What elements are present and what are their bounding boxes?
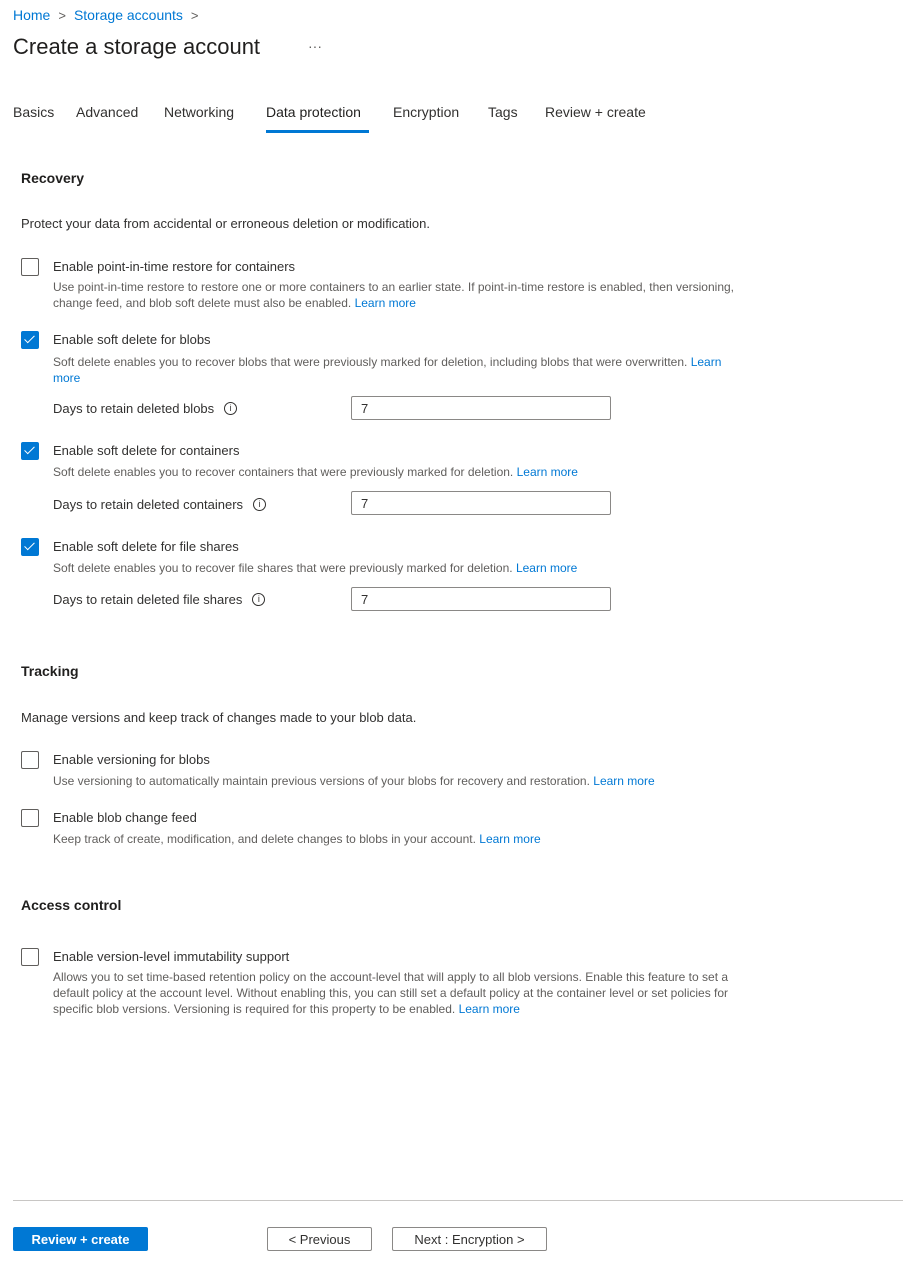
page-title: Create a storage account — [13, 34, 261, 59]
chevron-right-icon: > — [58, 7, 66, 23]
soft-delete-shares-checkbox[interactable] — [21, 538, 39, 556]
breadcrumb-storage-accounts[interactable]: Storage accounts — [73, 7, 183, 23]
learn-more-link[interactable]: Learn more — [593, 774, 655, 788]
review-create-button[interactable]: Review + create — [13, 1227, 148, 1251]
description-text: Soft delete enables you to recover blobs that were previously marked for deletion, including blobs that were overwritten. — [53, 355, 688, 369]
soft-delete-blobs-description — [53, 354, 743, 386]
learn-more-link[interactable]: Learn more — [53, 355, 722, 385]
description-text: Keep track of create, modification, and delete changes to blobs in your account. — [53, 832, 476, 846]
soft-delete-containers-checkbox[interactable] — [21, 442, 39, 460]
description-text: Use point-in-time restore to restore one or more containers to an earlier state. If point-in-time restore is enabled, then versioning, change feed, and blob soft delete must also be enabled. — [53, 280, 734, 310]
footer-divider — [13, 1200, 903, 1201]
change-feed-label: Enable blob change feed — [53, 810, 197, 825]
versioning-label: Enable versioning for blobs — [53, 752, 210, 767]
soft-delete-shares-description — [53, 560, 743, 576]
immutability-checkbox[interactable] — [21, 948, 39, 966]
tab-advanced[interactable]: Advanced — [76, 104, 139, 120]
days-shares-input[interactable] — [351, 587, 611, 611]
pitr-checkbox[interactable] — [21, 258, 39, 276]
soft-delete-blobs-label: Enable soft delete for blobs — [53, 332, 211, 347]
tab-networking[interactable]: Networking — [164, 104, 235, 120]
description-text: Soft delete enables you to recover containers that were previously marked for deletion. — [53, 465, 514, 479]
recovery-description: Protect your data from accidental or erroneous deletion or modification. — [21, 216, 430, 231]
days-containers-label — [53, 497, 266, 512]
soft-delete-containers-description — [53, 464, 743, 480]
days-containers-input[interactable] — [351, 491, 611, 515]
change-feed-description — [53, 831, 743, 847]
breadcrumb-home[interactable]: Home — [13, 7, 51, 23]
days-blobs-input[interactable] — [351, 396, 611, 420]
soft-delete-containers-label: Enable soft delete for containers — [53, 443, 240, 458]
pitr-label: Enable point-in-time restore for containers — [53, 259, 296, 274]
learn-more-link[interactable]: Learn more — [516, 465, 578, 479]
previous-button[interactable]: < Previous — [267, 1227, 372, 1251]
tab-data-protection[interactable]: Data protection — [266, 104, 369, 133]
tab-basics[interactable]: Basics — [13, 104, 55, 120]
tab-review-create[interactable]: Review + create — [545, 104, 646, 120]
days-shares-label — [53, 592, 265, 607]
tab-tags[interactable]: Tags — [488, 104, 518, 120]
tracking-heading: Tracking — [21, 663, 79, 679]
info-icon[interactable]: i — [252, 593, 265, 606]
learn-more-link[interactable]: Learn more — [354, 296, 416, 310]
versioning-description — [53, 773, 743, 789]
chevron-right-icon: > — [190, 7, 199, 23]
recovery-heading: Recovery — [21, 170, 85, 186]
tab-bar — [0, 104, 903, 132]
soft-delete-shares-label: Enable soft delete for file shares — [53, 539, 239, 554]
description-text: Soft delete enables you to recover file shares that were previously marked for deletion. — [53, 561, 513, 575]
description-text: Use versioning to automatically maintain previous versions of your blobs for recovery and restoration. — [53, 774, 590, 788]
change-feed-checkbox[interactable] — [21, 809, 39, 827]
access-control-heading: Access control — [21, 897, 122, 913]
label-text: Days to retain deleted blobs — [53, 401, 215, 416]
days-blobs-label — [53, 401, 237, 416]
tab-encryption[interactable]: Encryption — [393, 104, 460, 120]
immutability-description — [53, 969, 743, 1017]
learn-more-link[interactable]: Learn more — [458, 1002, 520, 1016]
next-encryption-button[interactable]: Next : Encryption > — [392, 1227, 547, 1251]
breadcrumb — [13, 7, 199, 23]
tracking-description: Manage versions and keep track of changes made to your blob data. — [21, 710, 417, 725]
versioning-checkbox[interactable] — [21, 751, 39, 769]
immutability-label: Enable version-level immutability support — [53, 949, 290, 964]
label-text: Days to retain deleted file shares — [53, 592, 243, 607]
label-text: Days to retain deleted containers — [53, 497, 244, 512]
info-icon[interactable]: i — [253, 498, 266, 511]
pitr-description — [53, 279, 743, 311]
soft-delete-blobs-checkbox[interactable] — [21, 331, 39, 349]
more-options-icon[interactable]: ··· — [308, 38, 322, 54]
learn-more-link[interactable]: Learn more — [479, 832, 541, 846]
description-text: Allows you to set time-based retention policy on the account-level that will apply to all blob versions. Enable this feature to set a default policy at the account level. Without enabling this, you can still set a default policy at the container level or set policies for specific blob versions. Versioning is required for this property to be enabled. — [53, 970, 729, 1016]
info-icon[interactable]: i — [224, 402, 237, 415]
learn-more-link[interactable]: Learn more — [515, 561, 578, 575]
